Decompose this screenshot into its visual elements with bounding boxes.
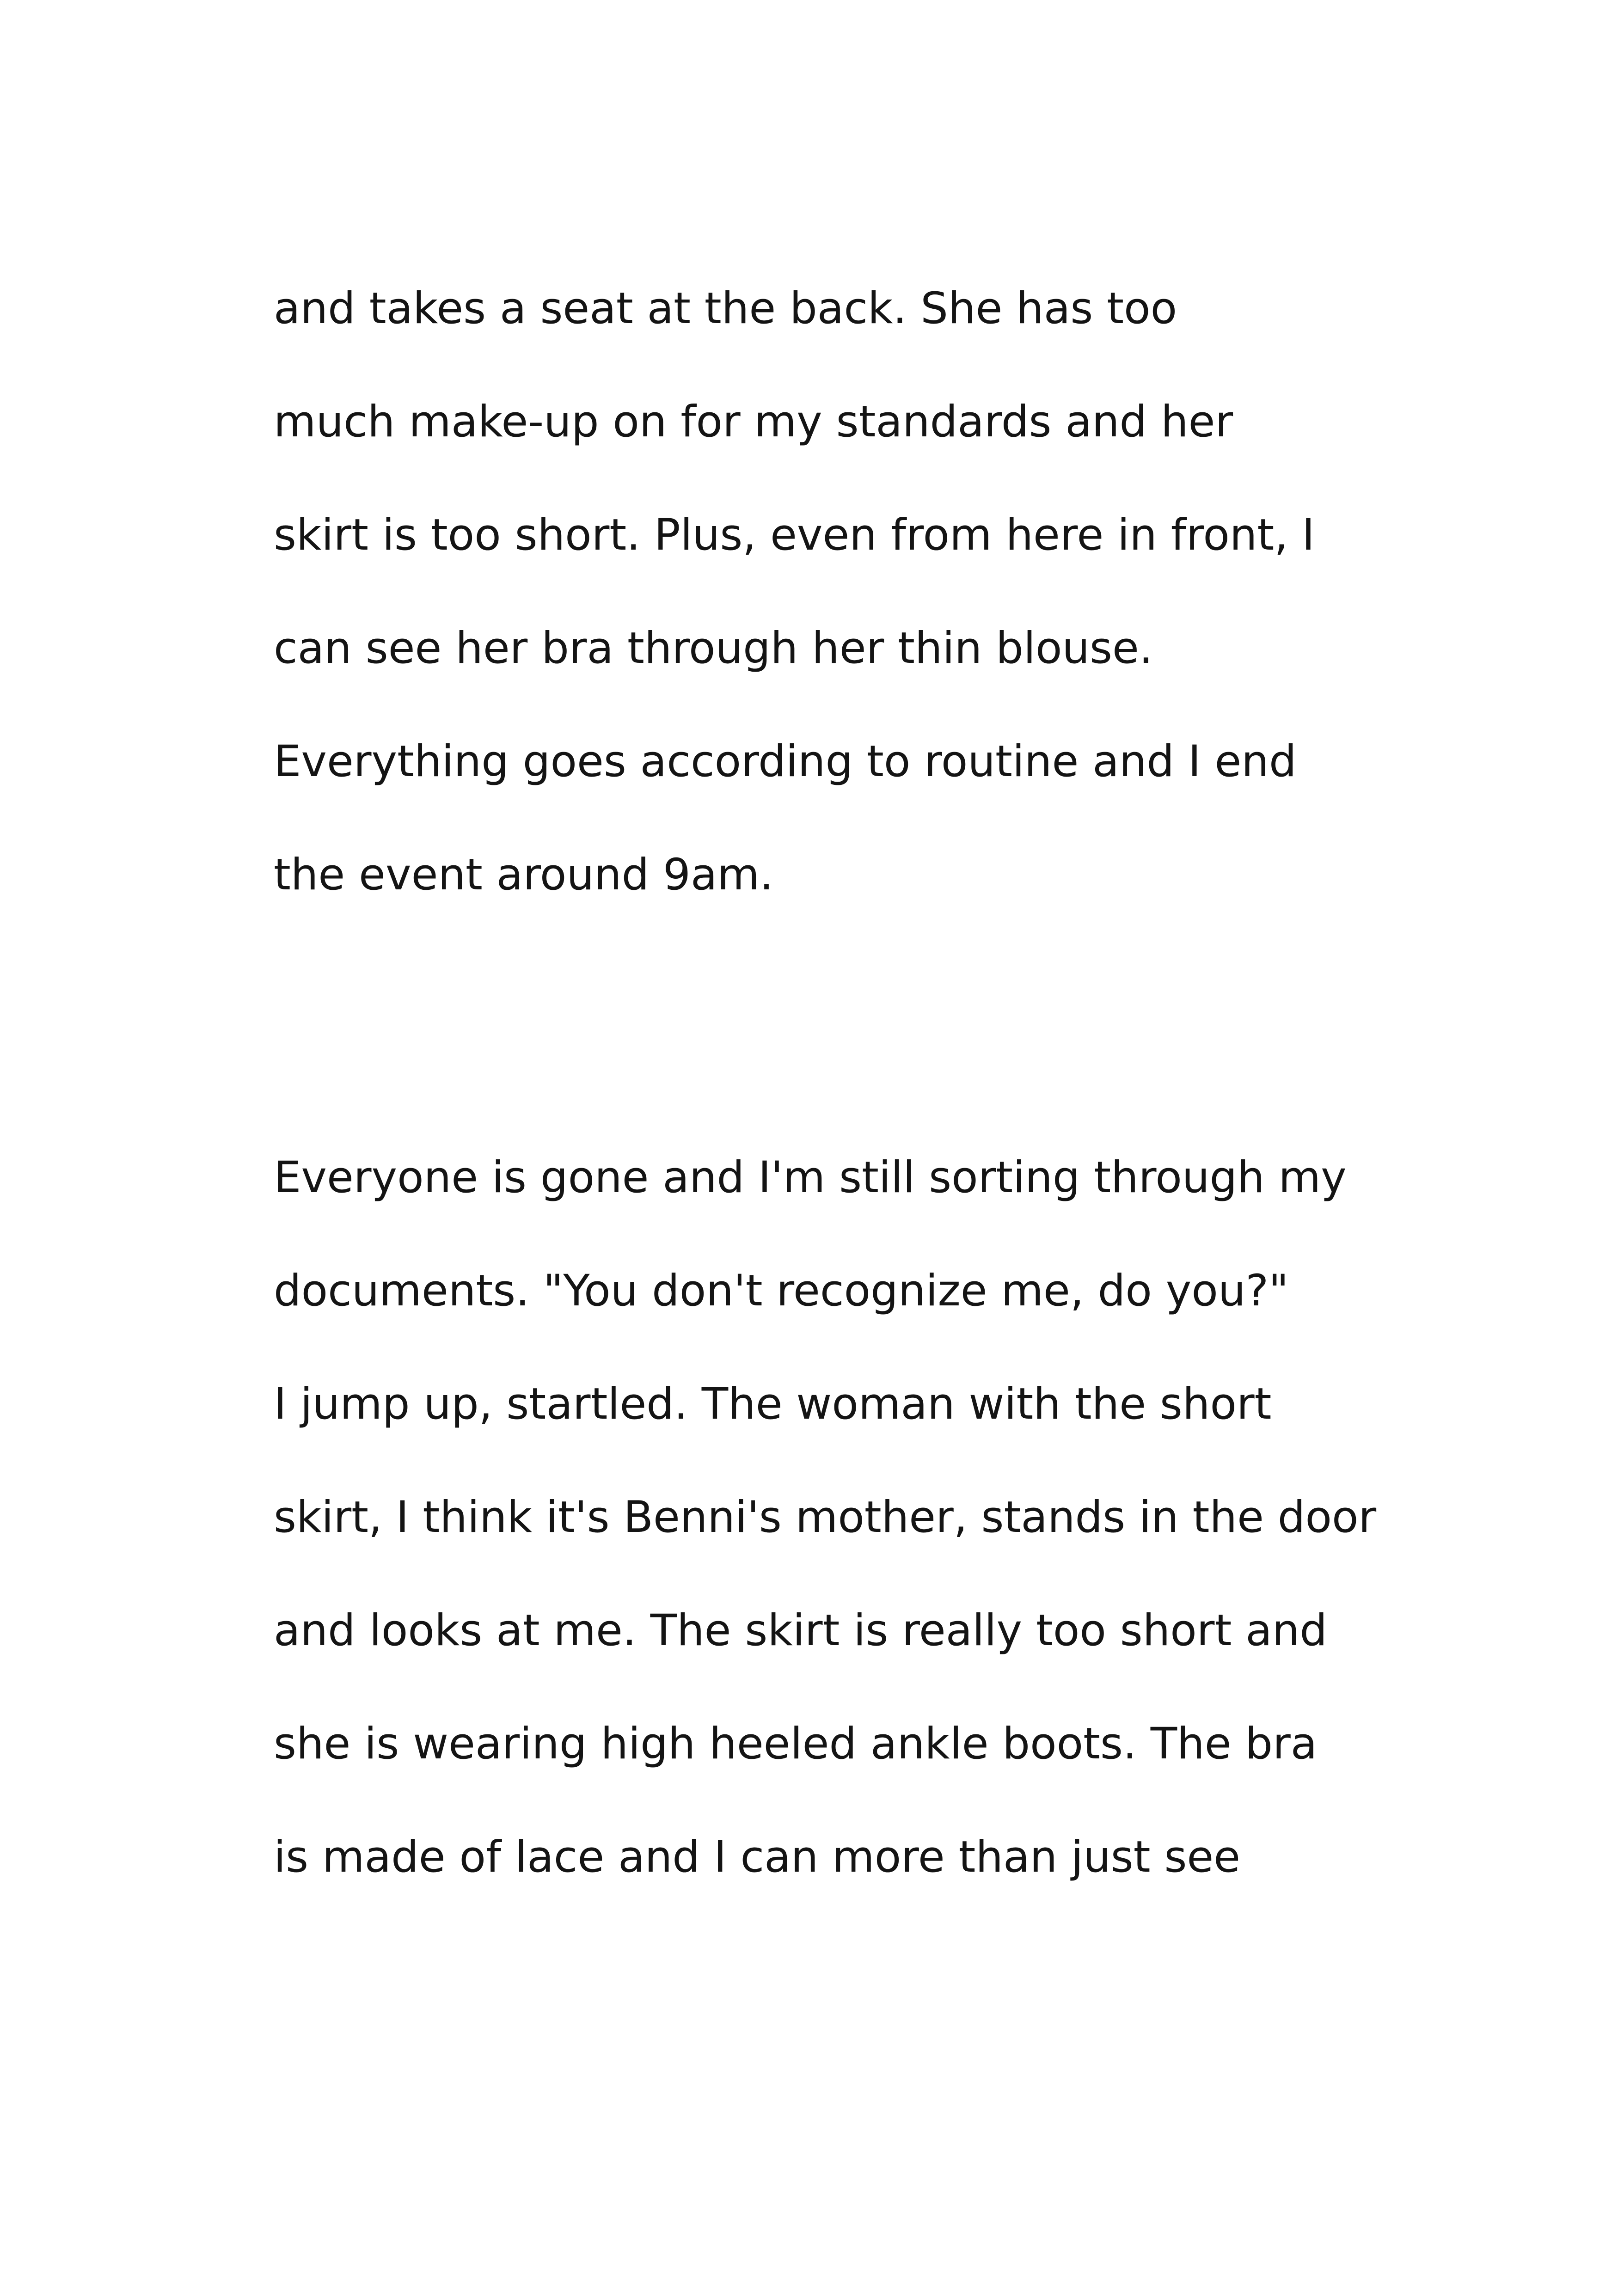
text-line: much make-up on for my standards and her <box>274 397 1233 447</box>
text-line: and looks at me. The skirt is really too short and <box>274 1605 1328 1656</box>
text-line: Everything goes according to routine and I end <box>274 736 1297 787</box>
text-line: is made of lace and I can more than just see <box>274 1832 1241 1882</box>
text-line: she is wearing high heeled ankle boots. The bra <box>274 1719 1318 1769</box>
text-line: I jump up, startled. The woman with the short <box>274 1379 1272 1429</box>
text-line: can see her bra through her thin blouse. <box>274 623 1153 673</box>
text-line: documents. "You don't recognize me, do you?" <box>274 1266 1289 1316</box>
text-line: the event around 9am. <box>274 850 773 900</box>
text-line: skirt is too short. Plus, even from here in front, I <box>274 510 1315 560</box>
text-line: skirt, I think it's Benni's mother, stands in the door <box>274 1492 1377 1543</box>
text-line: Everyone is gone and I'm still sorting through my <box>274 1152 1347 1203</box>
text-line: and takes a seat at the back. She has too <box>274 283 1177 334</box>
